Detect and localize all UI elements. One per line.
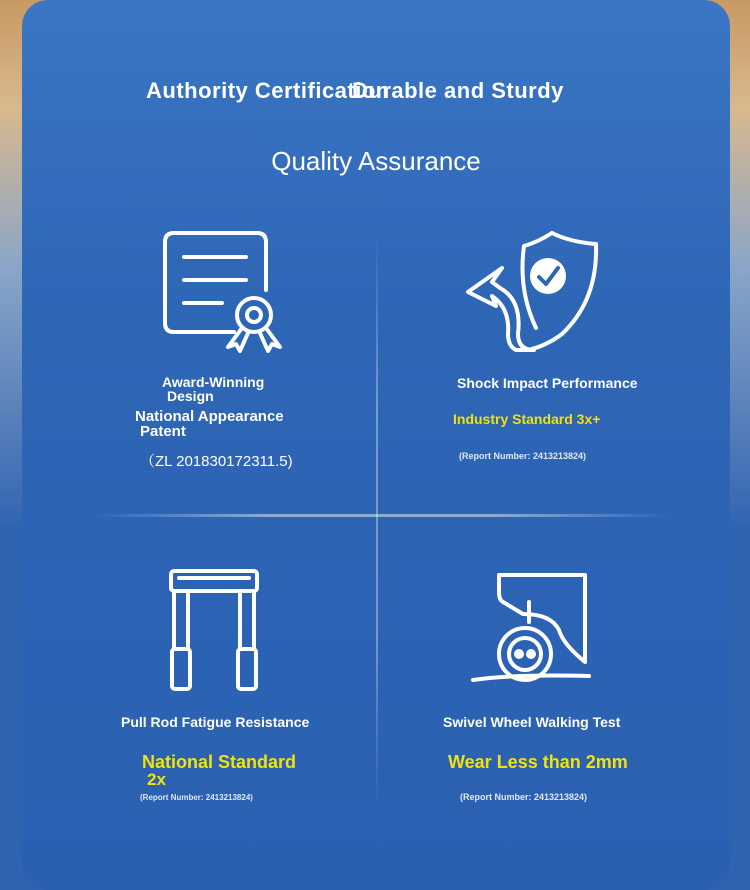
title-durable-sturdy: Durable and Sturdy xyxy=(352,78,564,103)
swivel-wheel-label: Swivel Wheel Walking Test xyxy=(443,714,621,730)
report-number: (Report Number: 2413213824) xyxy=(460,792,588,802)
report-number: (Report Number: 2413213824) xyxy=(459,451,587,461)
wear-highlight: Wear Less than 2mm xyxy=(448,752,628,772)
swivel-wheel-icon xyxy=(473,572,591,693)
design-label: Design xyxy=(167,388,214,404)
patent-label: Patent xyxy=(140,423,186,440)
national-appearance-label: National Appearance xyxy=(135,408,284,425)
national-standard-highlight: National Standard xyxy=(142,752,297,772)
pull-rod-icon xyxy=(168,568,260,699)
page-subtitle: Quality Assurance xyxy=(271,146,481,176)
vertical-divider xyxy=(376,230,378,810)
quality-card xyxy=(22,0,730,890)
horizontal-divider xyxy=(92,514,672,517)
award-winning-label: Award-Winning xyxy=(162,374,265,390)
patent-number: （ZL 201830172311.5) xyxy=(140,453,293,470)
two-x-highlight: 2x xyxy=(147,770,166,789)
title-authority-certification: Authority Certification xyxy=(146,78,390,103)
shock-impact-label: Shock Impact Performance xyxy=(457,375,638,391)
industry-standard-highlight: Industry Standard 3x+ xyxy=(453,411,601,427)
certificate-award-icon xyxy=(162,230,282,357)
report-number: (Report Number: 2413213824) xyxy=(140,793,253,802)
shield-impact-icon xyxy=(466,230,598,357)
pull-rod-label: Pull Rod Fatigue Resistance xyxy=(121,714,310,730)
